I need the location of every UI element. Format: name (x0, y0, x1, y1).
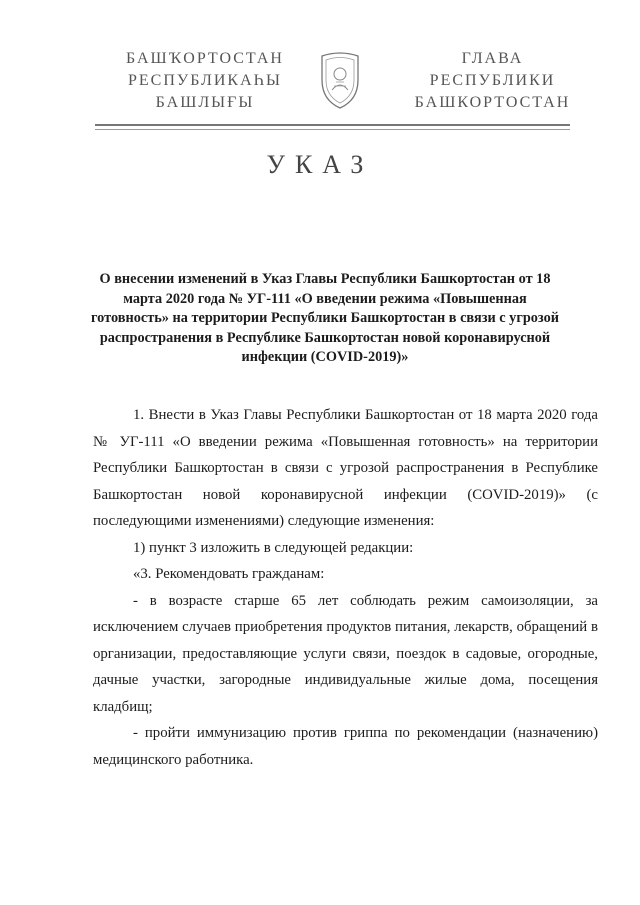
issuer-line: РЕСПУБЛИКАҺЫ (128, 72, 282, 89)
issuer-name-bashkir (100, 48, 310, 114)
issuer-line: РЕСПУБЛИКИ (429, 72, 556, 89)
issuer-line: БАШЛЫҒЫ (155, 94, 255, 111)
header-divider (95, 124, 570, 126)
paragraph-1: 1. Внести в Указ Главы Республики Башкортостан от 18 марта 2020 года № УГ-111 «О введении режима «Повышенная готовность» на территории Республики Башкортостан в связи с угрозой распространения в Республике Башкортостан новой коронавирусной инфекции (COVID-2019)» (с последующими изменениями) следующие изменения: (93, 407, 598, 529)
paragraph-3: «3. Рекомендовать гражданам: (133, 566, 325, 582)
coat-of-arms-icon (318, 50, 362, 112)
document-title: О внесении изменений в Указ Главы Республики Башкортостан от 18 марта 2020 года № УГ-111 «О введении режима «Повышенная готовность» на территории Республики Башкортостан в связи с угрозой распространения в Республике Башкортостан новой коронавирусной инфекции (COVID-2019)» (91, 271, 559, 365)
paragraph-2: 1) пункт 3 изложить в следующей редакции: (133, 539, 414, 556)
paragraph-5: - пройти иммунизацию против гриппа по рекомендации (назначению) медицинского работника. (93, 725, 598, 768)
document-type: УКАЗ (266, 150, 374, 179)
paragraph-4: - в возрасте старше 65 лет соблюдать режим самоизоляции, за исключением случаев приобретения продуктов питания, лекарств, обращений в организации, предоставляющие услуги связи, поездок в садовые, огородные, дачные участки, загородные индивидуальные жилые дома, посещения кладбищ; (93, 592, 598, 715)
issuer-name-russian (405, 48, 580, 114)
issuer-line: ГЛАВА (461, 50, 524, 67)
issuer-line: БАШҠОРТОСТАН (126, 50, 284, 67)
document-body (93, 402, 598, 773)
issuer-line: БАШКОРТОСТАН (414, 94, 571, 111)
header-divider-thin (95, 129, 570, 130)
